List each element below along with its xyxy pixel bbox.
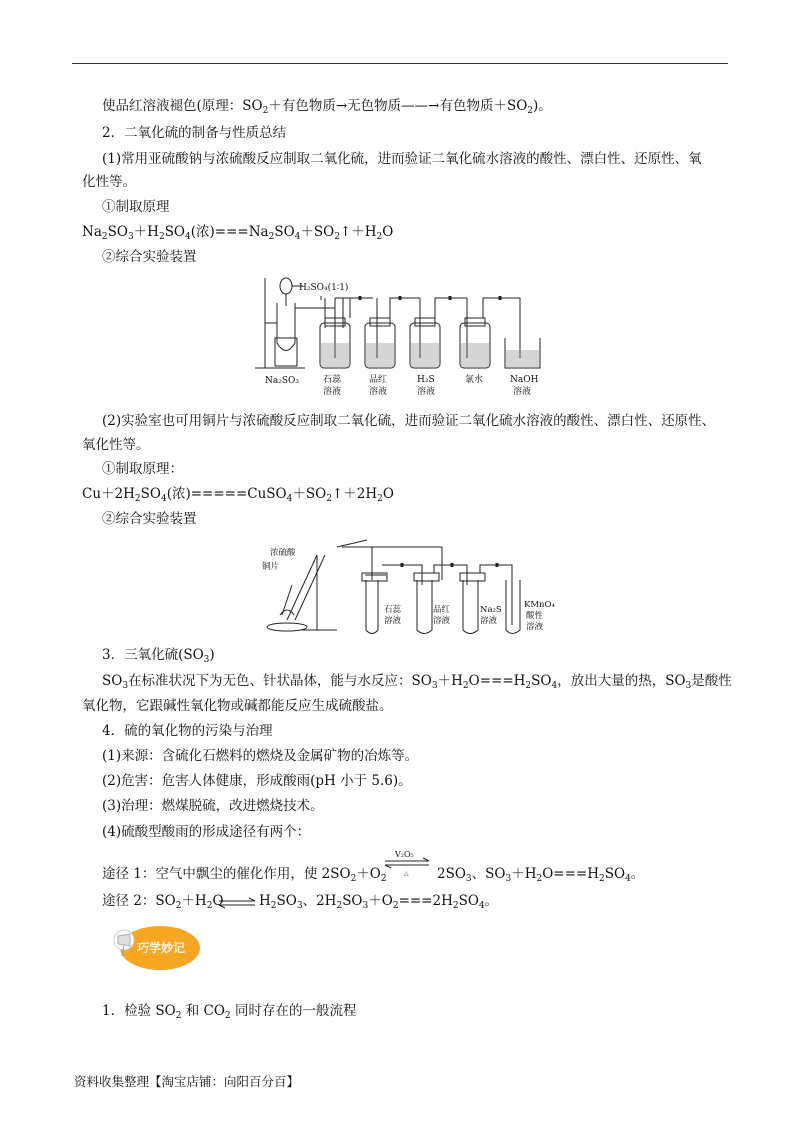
funnel-label: H₂SO₄(1∶1) [299, 283, 349, 293]
catalytic-reversible-arrow [383, 851, 431, 877]
subheading-principle-2: ①制取原理： [102, 461, 183, 477]
equation-2: $Cu+2H_2SO_4$(浓)$=====CuSO_4+SO_2↑+2H_2O$ [82, 486, 394, 504]
apparatus-figure-1 [255, 268, 555, 403]
item-source: (1)来源：含硫化石燃料的燃烧及金属矿物的冶炼等。 [102, 748, 419, 764]
item-treatment: (3)治理：燃煤脱硫，改进燃烧技术。 [102, 798, 324, 814]
route-2-text-b: $H_2SO_3$、$2H_2SO_3+O_2===2H_2SO_4$。 [259, 893, 499, 911]
label-h2s-solution: 溶液 [417, 387, 436, 397]
paragraph-1-line-1: (1)常用亚硫酸钠与浓硫酸反应制取二氧化硫，进而验证二氧化硫水溶液的酸性、漂白性、还原性、氧 [102, 151, 702, 167]
subheading-apparatus-2: ②综合实验装置 [102, 511, 197, 527]
paragraph-2-line-1: (2)实验室也可用铜片与浓硫酸反应制取二氧化硫，进而验证二氧化硫水溶液的酸性、漂白性、还原性、 [102, 413, 716, 429]
tips-stamp-label: 巧学妙记 [137, 941, 186, 955]
paragraph-3-line-1: $SO_3$在标准状况下为无色、针状晶体，能与水反应：$SO_3+H_2O===H_2SO_4$，放出大量的热，$SO_3$是酸性 [102, 673, 732, 691]
paragraph-2-line-2: 氧化性等。 [82, 437, 150, 453]
label-naoh: NaOH [510, 375, 539, 385]
section-heading-3: 3．三氧化硫$(SO_3)$ [102, 647, 215, 665]
apparatus-figure-2 [262, 535, 572, 640]
section-heading-2: 2．二氧化硫的制备与性质总结 [102, 125, 287, 141]
label-chlorine-water: 氯水 [465, 375, 484, 385]
label-h2s: H₂S [417, 375, 435, 385]
label-magenta-2: 品红 [433, 605, 451, 615]
reversible-arrow [217, 897, 257, 909]
subheading-apparatus-1: ②综合实验装置 [102, 249, 197, 265]
paragraph-1-line-2: 化性等。 [82, 174, 136, 190]
section-heading-4: 4．硫的氧化物的污染与治理 [102, 723, 273, 739]
footer-source: 资料收集整理【淘宝店铺：向阳百分百】 [74, 1074, 300, 1089]
label-litmus: 石蕊 [323, 375, 342, 385]
paragraph-3-line-2: 氧化物，它跟碱性氧化物或碱都能反应生成硫酸盐。 [82, 698, 393, 714]
equation-1: $Na_2SO_3+H_2SO_4$(浓)$===Na_2SO_4+SO_2↑+H_2O$ [82, 224, 394, 242]
label-naoh-solution: 溶液 [513, 387, 532, 397]
route-1-text-a: 途径 1：空气中飘尘的催化作用，使 $2SO_2+O_2$ [102, 866, 387, 884]
label-litmus-2: 石蕊 [384, 605, 402, 615]
item-harm: (2)危害：危害人体健康，形成酸雨(pH 小于 5.6)。 [102, 773, 412, 789]
label-acidic: 酸性 [526, 611, 544, 621]
label-kmno4-solution: 溶液 [526, 622, 544, 632]
label-litmus-solution-2: 溶液 [384, 616, 402, 626]
label-copper: 铜片 [262, 562, 280, 572]
route-2-text-a: 途径 2：$SO_2+H_2O$ [102, 893, 224, 911]
label-na2so3: Na₂SO₃ [265, 376, 300, 386]
svg-text:△: △ [404, 870, 409, 877]
label-litmus-solution: 溶液 [323, 387, 342, 397]
label-kmno4: KMnO₄ [524, 600, 555, 610]
label-magenta-solution: 溶液 [369, 387, 388, 397]
route-1-text-b: $2SO_3$、$SO_3+H_2O===H_2SO_4$。 [437, 866, 645, 884]
subheading-principle-1: ①制取原理 [102, 199, 170, 215]
label-conc-acid: 浓硫酸 [270, 548, 296, 558]
detection-flow-heading: 1．检验 $SO_2$ 和 $CO_2$ 同时存在的一般流程 [102, 1003, 357, 1021]
text-line-bleaching: 使品红溶液褪色(原理：$SO_2+$有色物质→无色物质——→有色物质$+SO_2$)。 [102, 98, 552, 116]
item-acid-rain-routes: (4)硫酸型酸雨的形成途径有两个： [102, 824, 311, 840]
label-na2s-solution: 溶液 [480, 616, 498, 626]
label-magenta-solution-2: 溶液 [433, 616, 451, 626]
label-magenta: 品红 [369, 375, 388, 385]
label-na2s: Na₂S [480, 605, 502, 615]
catalyst-label: V₂O₅ [395, 850, 414, 859]
header-rule [72, 63, 728, 64]
